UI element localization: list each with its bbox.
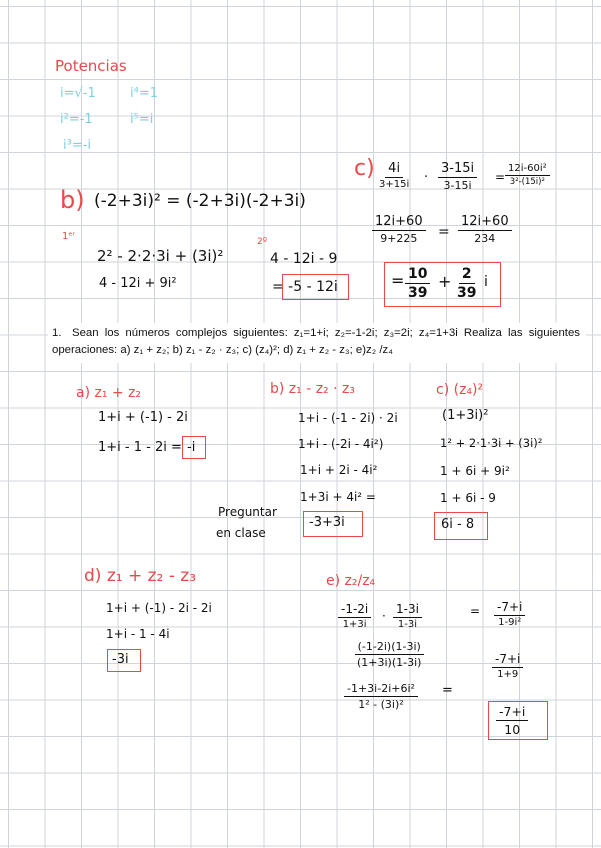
fraction-numerator: 2 bbox=[459, 266, 475, 284]
fraction-numerator: 1-3i bbox=[393, 602, 422, 618]
section-b-result-box bbox=[282, 274, 349, 300]
section-b-line1: 2² - 2·2·3i + (3i)² bbox=[97, 247, 224, 265]
fraction-denominator: 10 bbox=[504, 722, 521, 737]
part-b-line1: 1+i - (-1 - 2i) · 2i bbox=[298, 411, 398, 425]
power-i3: i³=-i bbox=[63, 138, 92, 153]
part-b-line2: 1+i - (-2i - 4i²) bbox=[298, 437, 384, 451]
part-e-equals-1: = bbox=[470, 604, 481, 618]
fraction-numerator: -7+i bbox=[492, 652, 523, 668]
part-e-label: e) z₂/z₄ bbox=[326, 573, 376, 589]
fraction-numerator: 3-15i bbox=[438, 161, 477, 178]
power-i2: i²=-1 bbox=[60, 112, 93, 127]
fraction-denominator: 39 bbox=[408, 285, 428, 301]
part-a-line1: 1+i + (-1) - 2i bbox=[98, 410, 188, 425]
section-b-line3: 4 - 12i - 9 bbox=[270, 251, 338, 267]
section-c-result-plus: + bbox=[438, 272, 452, 291]
fraction-numerator: -7+i bbox=[496, 704, 528, 721]
fraction-numerator: 10 bbox=[405, 266, 430, 284]
section-c-result-fraction-1 bbox=[405, 266, 430, 301]
fraction-numerator: -7+i bbox=[494, 600, 525, 616]
part-b-result: -3+3i bbox=[309, 515, 345, 530]
section-c-fraction-2 bbox=[438, 161, 477, 192]
section-b-label: b) bbox=[60, 186, 85, 214]
fraction-numerator: 12i-60i² bbox=[505, 163, 550, 176]
section-title: Potencias bbox=[55, 57, 127, 75]
part-b-line4: 1+3i + 4i² = bbox=[300, 490, 376, 504]
fraction-denominator: 3+15i bbox=[379, 179, 410, 190]
section-c-equals-2: = bbox=[438, 224, 450, 240]
part-e-fraction-4 bbox=[354, 640, 424, 669]
part-b-label: b) z₁ - z₂ · z₃ bbox=[270, 381, 355, 397]
fraction-denominator: 1² - (3i)² bbox=[358, 698, 404, 711]
part-d-line1: 1+i + (-1) - 2i - 2i bbox=[106, 601, 212, 615]
fraction-numerator: (-1-2i)(1-3i) bbox=[355, 640, 424, 655]
fraction-numerator: 4i bbox=[385, 161, 403, 178]
part-d-result: -3i bbox=[112, 652, 129, 667]
part-c-line4: 1 + 6i - 9 bbox=[440, 491, 496, 505]
section-c-fraction-5 bbox=[458, 214, 512, 245]
section-c-result-fraction-2 bbox=[454, 266, 479, 301]
part-c-label: c) (z₄)² bbox=[436, 382, 484, 398]
note-line2: en clase bbox=[216, 526, 266, 540]
part-a-result: -i bbox=[187, 440, 196, 455]
section-b-expression: (-2+3i)² = (-2+3i)(-2+3i) bbox=[94, 191, 306, 211]
section-b-note-second: 2º bbox=[257, 237, 267, 247]
section-c-fraction-3 bbox=[505, 163, 550, 187]
part-e-fraction-3 bbox=[494, 600, 525, 628]
section-b-note-first: 1ᵉʳ bbox=[62, 231, 76, 242]
part-c-line1: (1+3i)² bbox=[442, 408, 489, 423]
note-line1: Preguntar bbox=[218, 505, 277, 519]
part-c-line2: 1² + 2·1·3i + (3i)² bbox=[440, 436, 543, 450]
section-c-result-equals: = bbox=[391, 271, 405, 290]
fraction-denominator: 39 bbox=[457, 285, 477, 301]
power-i5: i⁵=i bbox=[130, 112, 154, 127]
fraction-denominator: 1+3i bbox=[342, 619, 367, 630]
fraction-denominator: 9+225 bbox=[380, 232, 418, 245]
part-b-line3: 1+i + 2i - 4i² bbox=[300, 463, 378, 477]
part-e-fraction-1 bbox=[338, 602, 371, 630]
section-b-line2: 4 - 12i + 9i² bbox=[99, 276, 177, 291]
fraction-denominator: 3-15i bbox=[443, 179, 472, 192]
fraction-numerator: -1-2i bbox=[338, 602, 371, 618]
fraction-denominator: (1+3i)(1-3i) bbox=[357, 656, 422, 669]
part-e-fraction-6 bbox=[344, 682, 418, 711]
fraction-denominator: 1+9 bbox=[497, 669, 519, 680]
fraction-denominator: 1-3i bbox=[397, 619, 418, 630]
section-c-result-i: i bbox=[484, 274, 488, 290]
power-i4: i⁴=1 bbox=[130, 86, 158, 101]
power-i1: i=√-1 bbox=[60, 86, 96, 101]
fraction-numerator: 12i+60 bbox=[372, 214, 426, 231]
fraction-numerator: -1+3i-2i+6i² bbox=[344, 682, 418, 697]
part-e-result bbox=[496, 704, 528, 737]
problem-text: Sean los números complejos siguientes: z₁=1+i; z₂=-1-2i; z₃=2i; z₄=1+3i Realiza las siguientes operaciones: a) z₁ + z₂; b) z₁ - z₂ · z₃; c) (z₄)²; d) z₁ + z₂ - z₃; e)z₂ /z₄ bbox=[52, 327, 580, 356]
part-a-label: a) z₁ + z₂ bbox=[76, 385, 142, 401]
part-c-line3: 1 + 6i + 9i² bbox=[440, 464, 510, 478]
fraction-denominator: 3²-(15i)² bbox=[509, 177, 545, 187]
section-c-label: c) bbox=[354, 156, 375, 181]
part-a-line2: 1+i - 1 - 2i = bbox=[98, 440, 182, 455]
part-e-dot: · bbox=[382, 609, 386, 623]
part-d-label: d) z₁ + z₂ - z₃ bbox=[84, 566, 197, 586]
fraction-denominator: 1-9i² bbox=[498, 617, 522, 628]
problem-number: 1. bbox=[52, 327, 62, 339]
part-e-fraction-5 bbox=[492, 652, 523, 680]
part-c-result: 6i - 8 bbox=[441, 517, 475, 532]
section-c-equals: = bbox=[495, 170, 506, 184]
part-e-fraction-2 bbox=[393, 602, 422, 630]
fraction-numerator: 12i+60 bbox=[458, 214, 512, 231]
section-c-fraction-1 bbox=[376, 161, 412, 190]
part-d-line2: 1+i - 1 - 4i bbox=[106, 627, 170, 641]
fraction-denominator: 234 bbox=[474, 232, 496, 245]
section-c-dot: · bbox=[424, 170, 429, 185]
part-e-equals-2: = bbox=[442, 683, 453, 698]
section-b-result: = -5 - 12i bbox=[272, 279, 338, 295]
problem-statement bbox=[48, 323, 586, 363]
section-c-fraction-4 bbox=[372, 214, 426, 245]
